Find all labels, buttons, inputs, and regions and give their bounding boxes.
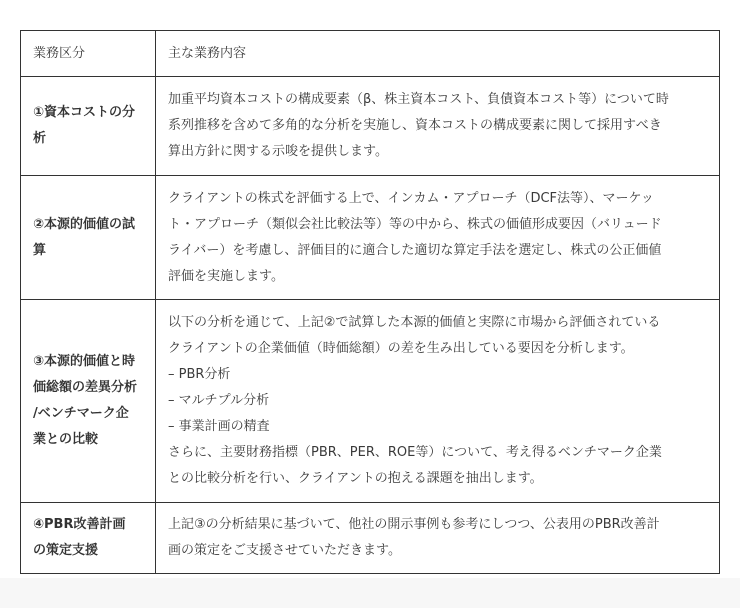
row-description: [156, 176, 720, 300]
description-line: ト・アプローチ（類似会社比較法等）等の中から、株式の価値形成要因（バリュード: [168, 216, 662, 232]
description-line: 以下の分析を通じて、上記②で試算した本源的価値と実際に市場から評価されている: [168, 315, 661, 330]
row-description: [156, 300, 720, 503]
row-category: [21, 77, 156, 176]
description-line: との比較分析を行い、クライアントの抱える課題を抽出します。: [168, 471, 543, 486]
category-line: の策定支援: [33, 543, 99, 558]
category-line: ④PBR改善計画: [33, 517, 126, 532]
bullet-item: – PBR分析: [168, 367, 231, 382]
bullet-item: – 事業計画の精査: [168, 419, 270, 434]
category-line: 析: [33, 131, 47, 146]
row-category: [21, 176, 156, 300]
description-line: 画の策定をご支援させていただきます。: [168, 543, 401, 558]
description-line: 評価を実施します。: [168, 268, 284, 284]
row-description: [156, 77, 720, 176]
description-line: 加重平均資本コストの構成要素（β、株主資本コスト、負債資本コスト等）について時: [168, 92, 669, 107]
description-line: 上記③の分析結果に基づいて、他社の開示事例も参考にしつつ、公表用のPBR改善計: [168, 517, 660, 532]
header-content: 主な業務内容: [156, 31, 720, 77]
table-row: [21, 176, 720, 300]
services-table: [20, 30, 720, 574]
description-line: クライアントの企業価値（時価総額）の差を生み出している要因を分析します。: [168, 341, 634, 356]
row-description: [156, 503, 720, 574]
description-line: 系列推移を含めて多角的な分析を実施し、資本コストの構成要素に関して採用すべき: [168, 118, 662, 133]
description-line: さらに、主要財務指標（PBR、PER、ROE等）について、考え得るベンチマーク企業: [168, 445, 662, 460]
category-line: 価総額の差異分析: [33, 380, 138, 395]
row-category: [21, 503, 156, 574]
category-line: ①資本コストの分: [33, 105, 136, 120]
description-line: ライバー）を考慮し、評価目的に適合した適切な算定手法を選定し、株式の公正価値: [168, 242, 662, 258]
table-row: [21, 503, 720, 574]
table-row: [21, 300, 720, 503]
header-category: 業務区分: [21, 31, 156, 77]
row-category: [21, 300, 156, 503]
category-line: 算: [33, 242, 47, 258]
description-line: クライアントの株式を評価する上で、インカム・アプローチ（DCF法等）、マーケッ: [168, 190, 654, 206]
category-line: ②本源的価値の試: [33, 216, 136, 232]
description-line: 算出方針に関する示唆を提供します。: [168, 144, 388, 159]
bullet-item: – マルチプル分析: [168, 393, 270, 408]
table-header-row: [21, 31, 720, 77]
category-line: /ベンチマーク企: [33, 406, 129, 421]
category-line: ③本源的価値と時: [33, 354, 136, 369]
table-row: [21, 77, 720, 176]
category-line: 業との比較: [33, 432, 99, 447]
